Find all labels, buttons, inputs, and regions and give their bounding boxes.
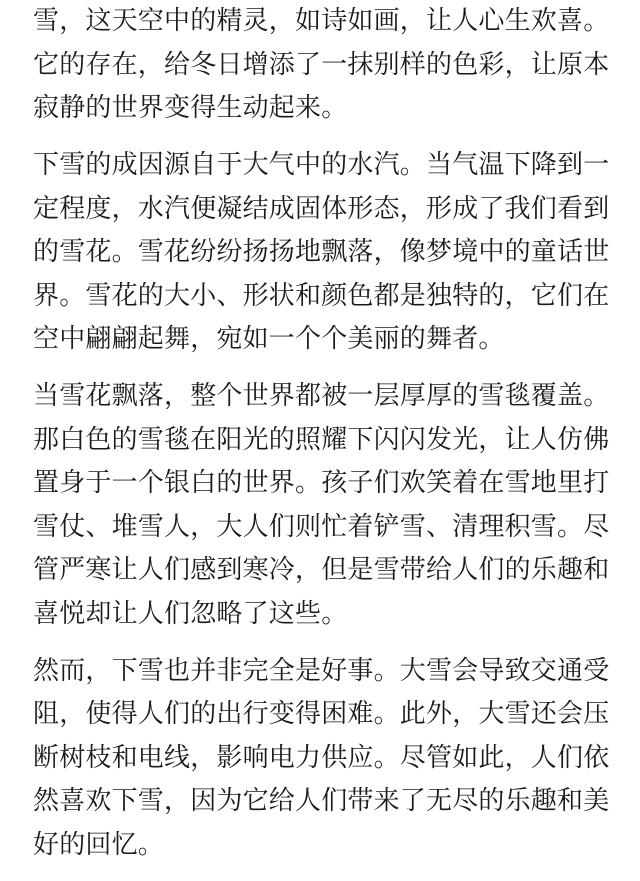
text-line: 寂静的世界变得生动起来。 xyxy=(33,93,348,123)
text-line: 管严寒让人们感到寒冷，但是雪带给人们的乐趣和 xyxy=(33,555,610,585)
text-line: 置身于一个银白的世界。孩子们欢笑着在雪地里打 xyxy=(33,468,610,498)
paragraph xyxy=(33,0,633,144)
text-line: 界。雪花的大小、形状和颜色都是独特的，它们在 xyxy=(33,280,610,311)
paragraph xyxy=(33,144,633,375)
text-line: 好的回忆。 xyxy=(33,829,165,860)
text-line: 它的存在，给冬日增添了一抹别样的色彩，让原本 xyxy=(33,49,610,80)
text-line: 然而，下雪也并非完全是好事。大雪会导致交通受 xyxy=(33,655,610,686)
text-line: 阻，使得人们的出行变得困难。此外，大雪还会压 xyxy=(33,699,610,729)
text-line: 下雪的成因源自于大气中的水汽。当气温下降到一 xyxy=(33,150,610,180)
text-line: 定程度，水汽便凝结成固体形态，形成了我们看到 xyxy=(33,193,610,224)
text-line: 空中翩翩起舞，宛如一个个美丽的舞者。 xyxy=(33,324,505,354)
text-line: 然喜欢下雪，因为它给人们带来了无尽的乐趣和美 xyxy=(33,786,610,816)
text-line: 雪，这天空中的精灵，如诗如画，让人心生欢喜。 xyxy=(33,6,610,36)
text-line: 的雪花。雪花纷纷扬扬地飘落，像梦境中的童话世 xyxy=(33,237,610,267)
paragraph xyxy=(33,375,633,650)
article-body xyxy=(33,0,633,881)
text-line: 当雪花飘落，整个世界都被一层厚厚的雪毯覆盖。 xyxy=(33,381,610,411)
paragraph xyxy=(33,650,633,881)
text-line: 断树枝和电线，影响电力供应。尽管如此，人们依 xyxy=(33,742,610,773)
text-line: 那白色的雪毯在阳光的照耀下闪闪发光，让人仿佛 xyxy=(33,424,610,455)
text-line: 雪仗、堆雪人，大人们则忙着铲雪、清理积雪。尽 xyxy=(33,511,610,542)
text-line: 喜悦却让人们忽略了这些。 xyxy=(33,598,348,629)
